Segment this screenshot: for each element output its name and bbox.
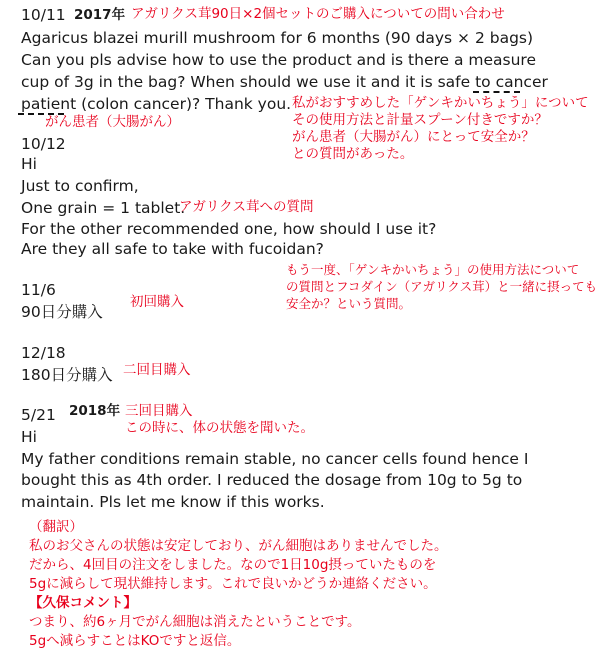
entry1-line: patient (colon cancer)? Thank you. (21, 95, 292, 113)
entry5-line: Hi (21, 428, 37, 446)
entry2-date: 10/12 (21, 135, 66, 153)
entry1-side-note: との質問があった。 (292, 146, 414, 162)
entry3-date: 11/6 (21, 281, 56, 299)
entry1-side-note: がん患者（大腸がん）にとって安全か？ (292, 129, 535, 145)
entry4-text: 180日分購入 (21, 366, 113, 384)
entry1-underline-note: がん患者（大腸がん） (45, 114, 180, 130)
entry2-side-note: の質問とフコダイン（アガリクス茸）と一緒に摂っても (286, 279, 598, 294)
entry1-title-note: アガリクス茸90日×2個セットのご購入についての問い合わせ (131, 6, 505, 22)
entry2-line: Hi (21, 155, 37, 173)
entry1-side-note: その使用方法と計量スプーン付きですか？ (292, 112, 548, 128)
underline-cancer (473, 91, 520, 93)
entry1-date: 10/11 (21, 6, 66, 24)
comment-heading: 【久保コメント】 (29, 595, 137, 611)
entry2-side-note: もう一度、「ゲンキかいちょう」の使用方法について (286, 262, 580, 277)
comment-line: つまり、約6ヶ月でがん細胞は消えたということです。 (29, 614, 361, 630)
entry2-line: Are they all safe to take with fucoidan? (21, 240, 324, 258)
entry5-line: My father conditions remain stable, no cancer cells found hence I (21, 450, 529, 468)
entry1-year: 2017年 (74, 7, 126, 23)
entry2-inline-note: アガリクス茸への質問 (179, 199, 314, 215)
entry2-line: One grain = 1 tablet. (21, 199, 186, 217)
translation-heading: （翻訳） (29, 519, 83, 535)
entry5-note: 三回目購入 (125, 403, 193, 419)
entry3-text: 90日分購入 (21, 303, 103, 321)
entry5-line: bought this as 4th order. I reduced the dosage from 10g to 5g to (21, 471, 523, 489)
translation-line: 5gに減らして現状維持します。これで良いかどうか連絡ください。 (29, 576, 437, 592)
translation-line: だから、4回目の注文をしました。なので1日10g摂っていたものを (29, 557, 437, 573)
entry1-line: Agaricus blazei murill mushroom for 6 months (90 days × 2 bags) (21, 29, 534, 47)
entry4-date: 12/18 (21, 344, 66, 362)
entry2-side-note: 安全か？という質問。 (286, 296, 412, 311)
entry2-line: Just to confirm, (21, 177, 139, 195)
entry2-line: For the other recommended one, how should I use it? (21, 220, 437, 238)
entry4-note: 二回目購入 (123, 362, 191, 378)
translation-line: 私のお父さんの状態は安定しており、がん細胞はありませんでした。 (29, 538, 448, 554)
entry1-line: Can you pls advise how to use the product and is there a measure (21, 51, 537, 69)
entry5-line: maintain. Pls let me know if this works. (21, 493, 325, 511)
entry5-year: 2018年 (69, 403, 121, 419)
entry1-line: cup of 3g in the bag? When should we use it and it is safe to cancer (21, 73, 548, 91)
entry5-date: 5/21 (21, 406, 56, 424)
entry5-note: この時に、体の状態を聞いた。 (125, 420, 314, 436)
entry3-note: 初回購入 (130, 294, 184, 310)
comment-line: 5gへ減らすことはKOですと返信。 (29, 633, 241, 649)
entry1-side-note: 私がおすすめした「ゲンキかいちょう」について (292, 95, 589, 111)
